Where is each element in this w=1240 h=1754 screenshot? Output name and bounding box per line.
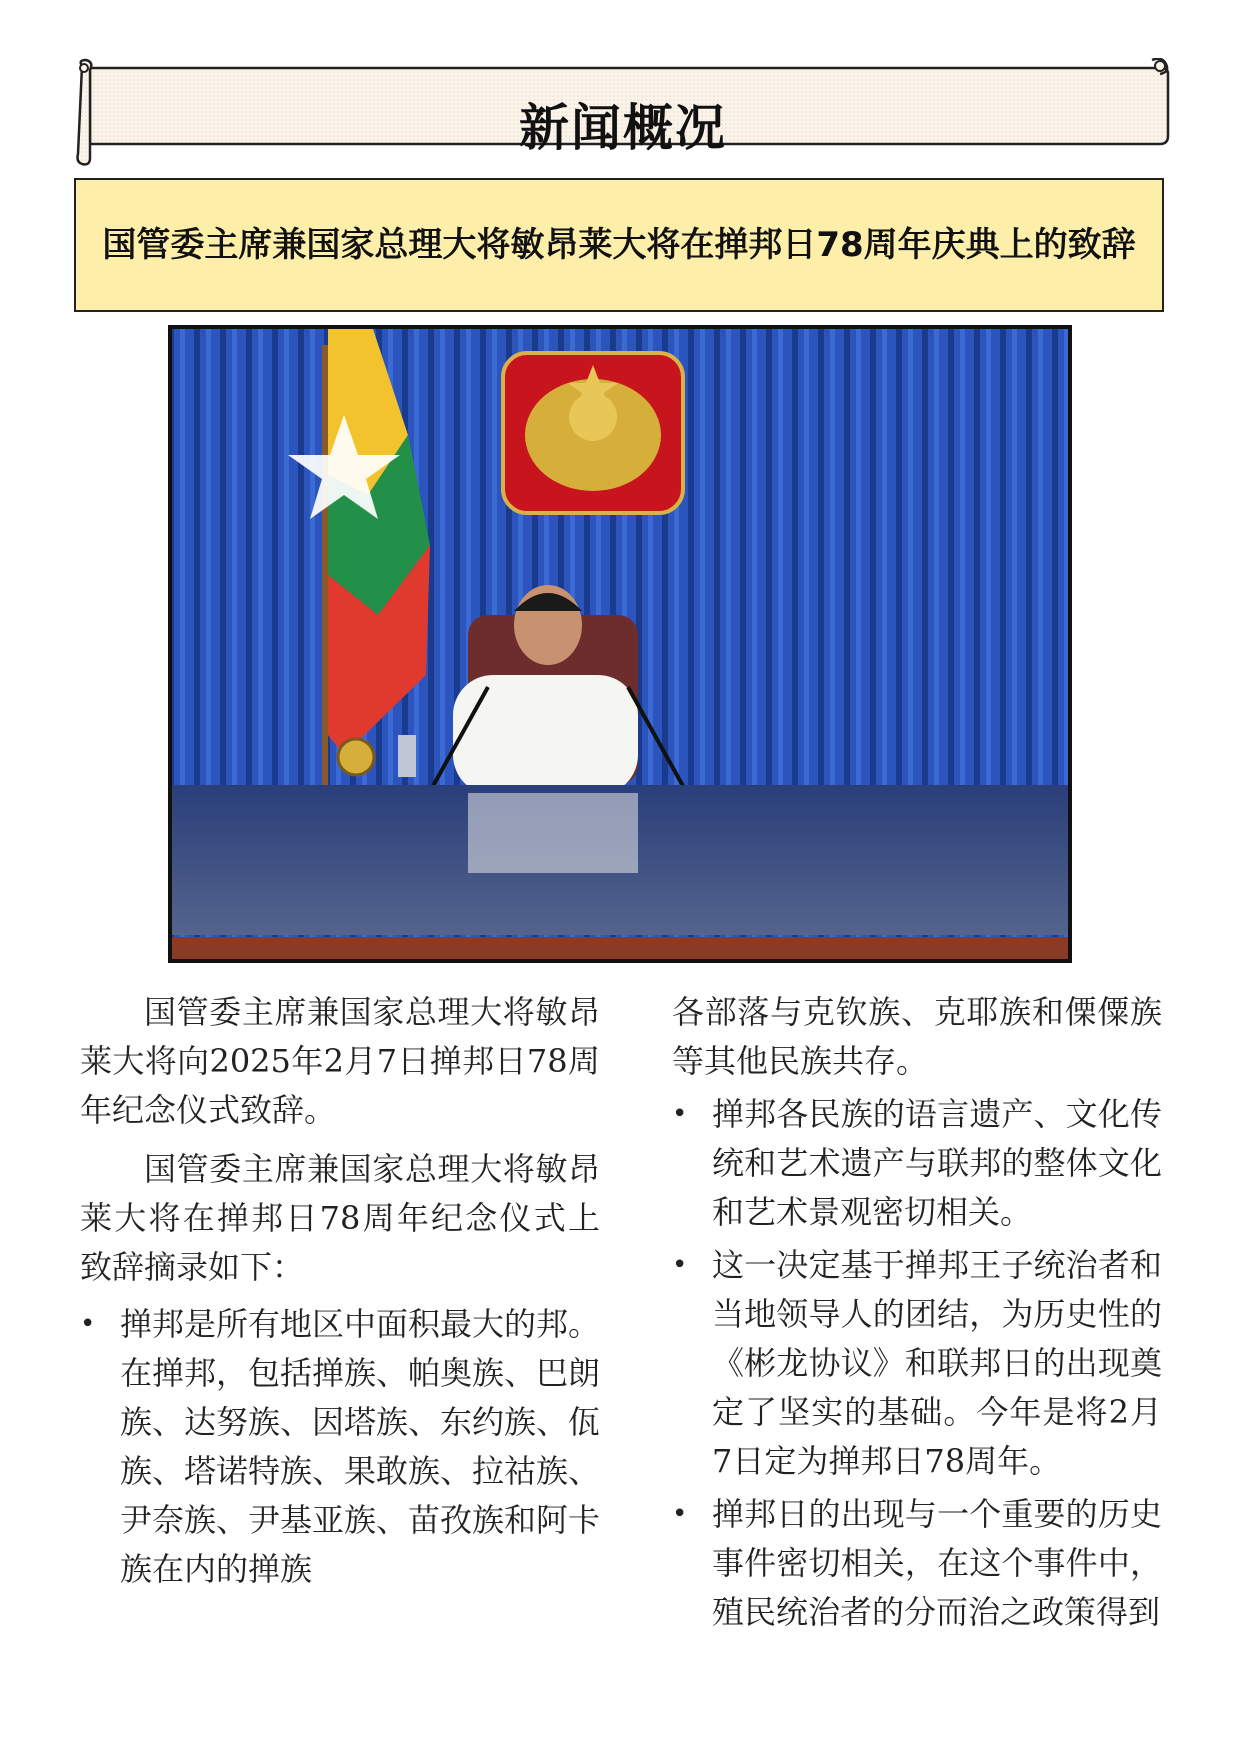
bullet-continuation: 各部落与克钦族、克耶族和傈僳族等其他民族共存。 — [672, 993, 1162, 1080]
news-photo — [168, 325, 1072, 963]
bullet-icon: • — [80, 1309, 96, 1339]
headline-box — [74, 178, 1164, 312]
bullet-icon: • — [672, 1499, 688, 1529]
bullet-list-left — [80, 1300, 600, 1594]
body-right-column — [672, 988, 1162, 1641]
bullet-icon: • — [672, 1250, 688, 1280]
list-item — [80, 1300, 600, 1594]
headline-text: 国管委主席兼国家总理大将敏昂莱大将在掸邦日78周年庆典上的致辞 — [102, 225, 1136, 265]
bullet-text: 掸邦是所有地区中面积最大的邦。在掸邦，包括掸族、帕奥族、巴朗族、达努族、因塔族、东约族、佤族、塔诺特族、果敢族、拉祜族、尹奈族、尹基亚族、苗孜族和阿卡族在内的掸族 — [120, 1305, 601, 1588]
bullet-text: 掸邦日的出现与一个重要的历史事件密切相关，在这个事件中，殖民统治者的分而治之政策得到 — [712, 1495, 1162, 1631]
title-banner — [72, 58, 1174, 168]
page-title: 新闻概况 — [519, 99, 727, 157]
bullet-text: 这一决定基于掸邦王子统治者和当地领导人的团结，为历史性的《彬龙协议》和联邦日的出现奠定了坚实的基础。今年是将2月7日定为掸邦日78周年。 — [712, 1246, 1162, 1480]
photo-illustration — [168, 325, 1072, 963]
paragraph-excerpt: 国管委主席兼国家总理大将敏昂莱大将在掸邦日78周年纪念仪式上致辞摘录如下： — [80, 1150, 600, 1286]
list-item — [672, 1241, 1162, 1486]
body-left-column — [80, 988, 600, 1598]
list-item — [672, 1490, 1162, 1637]
bullet-icon: • — [672, 1099, 688, 1129]
bullet-text: 掸邦各民族的语言遗产、文化传统和艺术遗产与联邦的整体文化和艺术景观密切相关。 — [712, 1095, 1162, 1231]
list-item — [672, 1090, 1162, 1237]
paragraph-intro: 国管委主席兼国家总理大将敏昂莱大将向2025年2月7日掸邦日78周年纪念仪式致辞。 — [80, 993, 600, 1129]
bullet-list-right — [672, 1090, 1162, 1637]
